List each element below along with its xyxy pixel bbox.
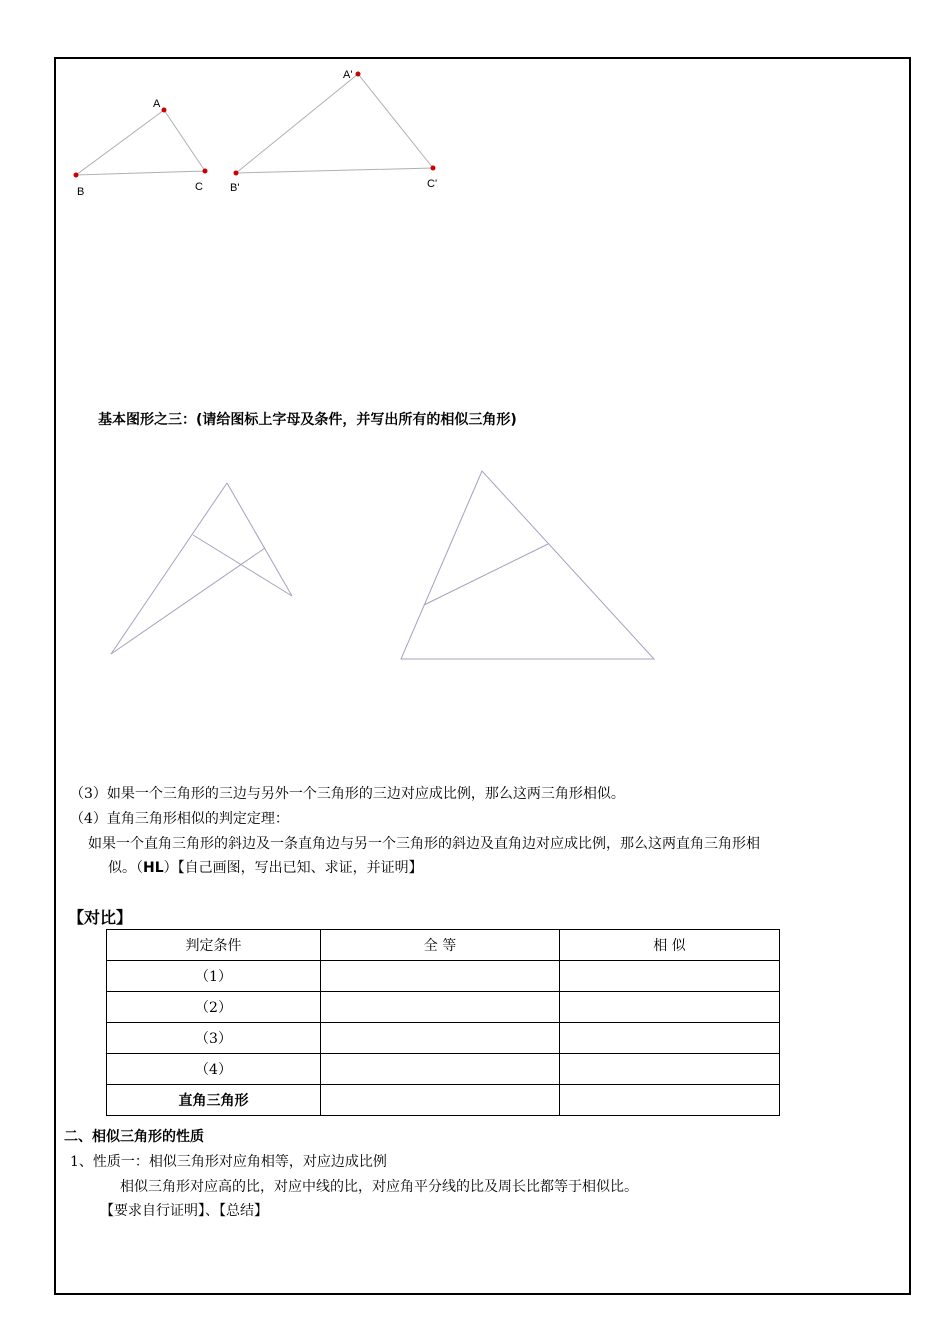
header-similar: 相 似 xyxy=(560,930,780,961)
criterion-3: （3）如果一个三角形的三边与另外一个三角形的三边对应成比例，那么这两三角形相似。 xyxy=(70,786,625,802)
header-congruent: 全 等 xyxy=(321,930,560,961)
fig-right-segment xyxy=(424,544,548,605)
label-a: A xyxy=(153,98,161,110)
label-c-prime: C' xyxy=(427,178,438,190)
point-a-prime xyxy=(356,72,361,77)
basic-figures-3 xyxy=(0,460,950,670)
label-a-prime: A' xyxy=(343,69,353,81)
hl-prefix: 似。（ xyxy=(108,860,143,876)
criterion-4: （4）直角三角形相似的判定定理： xyxy=(70,811,289,827)
similar-cell xyxy=(560,1023,780,1054)
similar-cell xyxy=(560,1054,780,1085)
property-1: 1、性质一：相似三角形对应角相等，对应边成比例 xyxy=(70,1154,387,1170)
similar-triangles-figure xyxy=(0,0,950,230)
triangle-abc xyxy=(76,110,205,175)
hl-abbrev: HL xyxy=(143,860,164,876)
row-label: （4） xyxy=(107,1054,321,1085)
label-b-prime: B' xyxy=(230,182,240,194)
similar-cell xyxy=(560,1085,780,1116)
property-1-tasks: 【要求自行证明】、【总结】 xyxy=(100,1203,268,1219)
compare-title: 【对比】 xyxy=(68,908,133,927)
table-row xyxy=(107,992,780,1023)
label-b: B xyxy=(77,186,85,198)
point-b-prime xyxy=(234,171,239,176)
label-c: C xyxy=(195,181,203,193)
row-label: （2） xyxy=(107,992,321,1023)
similar-cell xyxy=(560,992,780,1023)
hl-suffix: ）【自己画图，写出已知、求证，并证明】 xyxy=(163,860,423,876)
property-1-detail: 相似三角形对应高的比，对应中线的比，对应角平分线的比及周长比都等于相似比。 xyxy=(120,1179,638,1195)
congruent-cell xyxy=(321,1023,560,1054)
similar-cell xyxy=(560,961,780,992)
table-header-row xyxy=(107,930,780,961)
point-b xyxy=(74,173,79,178)
triangle-abc-prime xyxy=(236,74,433,173)
congruent-cell xyxy=(321,961,560,992)
hl-theorem-line2 xyxy=(108,857,423,877)
row-label: （3） xyxy=(107,1023,321,1054)
table-row xyxy=(107,1023,780,1054)
fig-left-side-2 xyxy=(227,483,292,596)
congruent-cell xyxy=(321,992,560,1023)
point-a xyxy=(162,108,167,113)
header-criterion: 判定条件 xyxy=(107,930,321,961)
point-c xyxy=(203,169,208,174)
hl-theorem-line1: 如果一个直角三角形的斜边及一条直角边与另一个三角形的斜边及直角边对应成比例，那么这两直角三角形相 xyxy=(88,836,760,852)
section2-title: 二、相似三角形的性质 xyxy=(64,1129,204,1145)
basic-figure-3-heading: 基本图形之三：(请给图标上字母及条件，并写出所有的相似三角形) xyxy=(98,412,517,428)
table-row xyxy=(107,1054,780,1085)
point-c-prime xyxy=(431,166,436,171)
fig-left-side-1 xyxy=(111,483,227,654)
congruent-cell xyxy=(321,1085,560,1116)
fig-right-triangle xyxy=(401,471,654,659)
row-label: （1） xyxy=(107,961,321,992)
fig-left-cross-1 xyxy=(111,548,265,654)
comparison-table xyxy=(106,929,780,1116)
table-row xyxy=(107,961,780,992)
congruent-cell xyxy=(321,1054,560,1085)
row-label: 直角三角形 xyxy=(107,1085,321,1116)
table-row xyxy=(107,1085,780,1116)
